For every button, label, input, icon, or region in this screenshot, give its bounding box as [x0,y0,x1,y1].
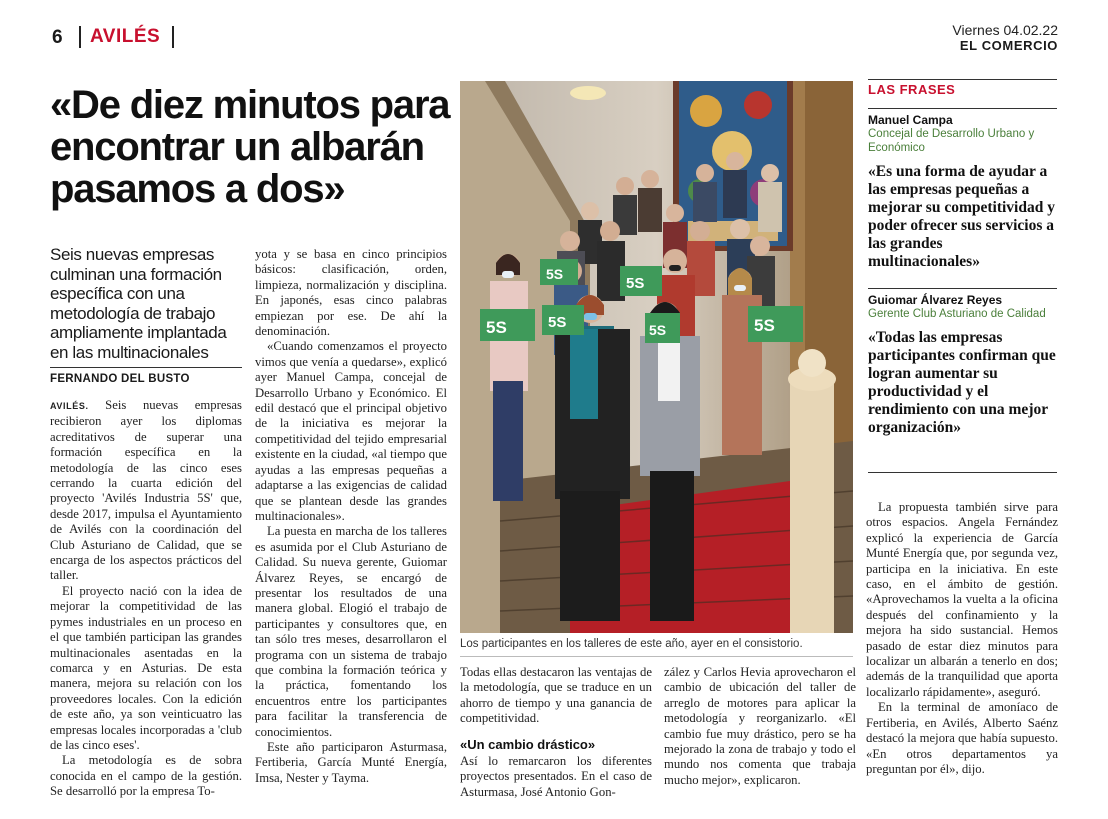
subtitle: Seis nuevas empresas culminan una formación específica con una metodología de trabajo ampliamente implantada en las multinacionales [50,245,227,362]
crosshead: «Un cambio drástico» [460,736,596,752]
paragraph: La puesta en marcha de los talleres es asumida por el Club Asturiano de Calidad. Su nueva gerente, Guiomar Álvarez Reyes, se encargó de presentar los resultados de una manera global. Elogió el trabajo de participantes y consultores que, en tan sólo tres meses, desarrollaron el programa con un sistema de trabajo que combina la formación teórica y la práctica, fomentando los encuentros entre los participantes para facilitar la transferencia de conocimientos. [255,524,447,739]
paragraph: La metodología es de sobra conocida en el campo de la gestión. Se desarrolló por la empresa To- [50,753,242,799]
paragraph: El proyecto nació con la idea de mejorar la competitividad de las pymes industriales en un proceso en el que también participan las grandes multinacionales asentadas en la comarca y en Asturias. De esta manera, mejora su relación con los proveedores locales. Con la edición de este año, ya son veinticuatro las empresas locales incorporadas a 'club de las cinco eses'. [50,583,242,752]
sign-label: 5S [754,316,775,335]
paragraph: Este año participaron Asturmasa, Fertiberia, García Munté Energía, Imsa, Nester y Tayma. [255,740,447,785]
article-column-4 [664,665,856,788]
byline: FERNANDO DEL BUSTO [50,373,190,385]
group-photo-illustration [460,81,853,633]
quotes-rule [868,108,1057,109]
paragraph: Así lo remarcaron los diferentes proyectos presentados. En el caso de Asturmasa, José Antonio Gon- [460,754,652,799]
quote-block [868,113,1058,271]
paragraph: «Cuando comenzamos el proyecto vimos que venía a quedarse», explicó ayer Manuel Campa, concejal de Desarrollo Urbano y Económico. El edil destacó que el principal objetivo de la iniciativa es mejorar la competitividad del tejido empresarial existente en la ciudad, «al tiempo que ayudas a las empresas pequeñas a adaptarse a las exigencias de calidad que se plantean desde las grandes multinacionales». [255,339,447,523]
quote-author-role: Gerente Club Asturiano de Calidad [868,308,1046,320]
issue-date: Viernes 04.02.22 [952,22,1058,38]
header-divider [79,26,81,48]
paragraph: yota y se basa en cinco principios básicos: clasificación, orden, limpieza, normalización y disciplina. En japonés, esas cinco palabras empiezan por ese. De ahí la denominación. [255,247,447,339]
paragraph: En la terminal de amoníaco de Fertiberia, en Avilés, Alberto Saénz destacó la mejora que había supuesto. «En otros departamentos ya preguntan por él», dijo. [866,700,1058,776]
header-divider [172,26,174,48]
sign-label: 5S [548,314,567,331]
article-column-2 [255,247,447,786]
quote-block [868,293,1058,437]
quote-author-name: Manuel Campa [868,113,953,127]
quotes-rule [868,288,1057,289]
quote-author-name: Guiomar Álvarez Reyes [868,293,1003,307]
section-title: AVILÉS [90,26,161,47]
page-number: 6 [52,27,63,48]
photo-caption: Los participantes en los talleres de este año, ayer en el consistorio. [460,638,803,650]
paragraph: Todas ellas destacaron las ventajas de la metodología, que se traduce en un ahorro de tiempo y una ganancia de competitividad. [460,665,652,726]
quotes-rule [868,472,1057,473]
lead-paragraph [50,398,242,584]
headline: «De diez minutos para encontrar un albarán pasamos a dos» [50,83,450,211]
article-column-1 [50,398,242,800]
quote-author-role: Concejal de Desarrollo Urbano y Económico [868,128,1035,154]
lead-location: AVILÉS. [50,401,89,411]
sign-label: 5S [486,318,507,337]
caption-rule [460,656,853,657]
article-column-5 [866,500,1058,777]
newspaper-name: EL COMERCIO [959,38,1058,53]
byline-rule [50,367,242,368]
sign-label: 5S [626,275,645,292]
quotes-title: LAS FRASES [868,82,956,97]
sign-label: 5S [546,266,564,282]
sign-label: 5S [649,322,667,338]
quotes-rule [868,79,1057,80]
article-column-3 [460,665,652,800]
quote-text: «Todas las empresas participantes confirman que logran aumentar su productividad y el rendimiento con una mejor organización» [868,329,1056,436]
quote-text: «Es una forma de ayudar a las empresas pequeñas a mejorar su competitividad y poder ofrecer sus servicios a las grandes multinacionales» [868,163,1055,270]
paragraph-text: Seis nuevas empresas recibieron ayer los diplomas acreditativos de superar una formación específica en la metodología de las cinco eses cerrando la cuarta edición del proyecto 'Avilés Industria 5S' que, desde 2017, impulsa el Ayuntamiento de Avilés con la coordinación del Club Asturiano de Calidad, que se encarga de los aspectos prácticos del taller. [50,398,242,583]
paragraph: zález y Carlos Hevia aprovecharon el cambio de ubicación del taller de arreglo de motores para aplicar la metodología y reorganizarlo. «El cambio fue muy drástico, pero se ha mejorado la zona de trabajo y todo el mundo nos comenta que trabaja mucho mejor», explicaron. [664,665,856,787]
paragraph: La propuesta también sirve para otros espacios. Angela Fernández explicó la experiencia de García Munté Energía que, por segunda vez, participa en la iniciativa. En este caso, en el ámbito de gestión. «Aprovechamos la vuelta a la oficina después del confinamiento y la mejora ha sido sustancial. Hemos pasado de estar diez minutos para localizar un albarán a tenerlo en dos; además de la tranquilidad que aporta localizarlo rápidamente», aseguró. [866,500,1058,699]
group-photo [460,81,853,633]
